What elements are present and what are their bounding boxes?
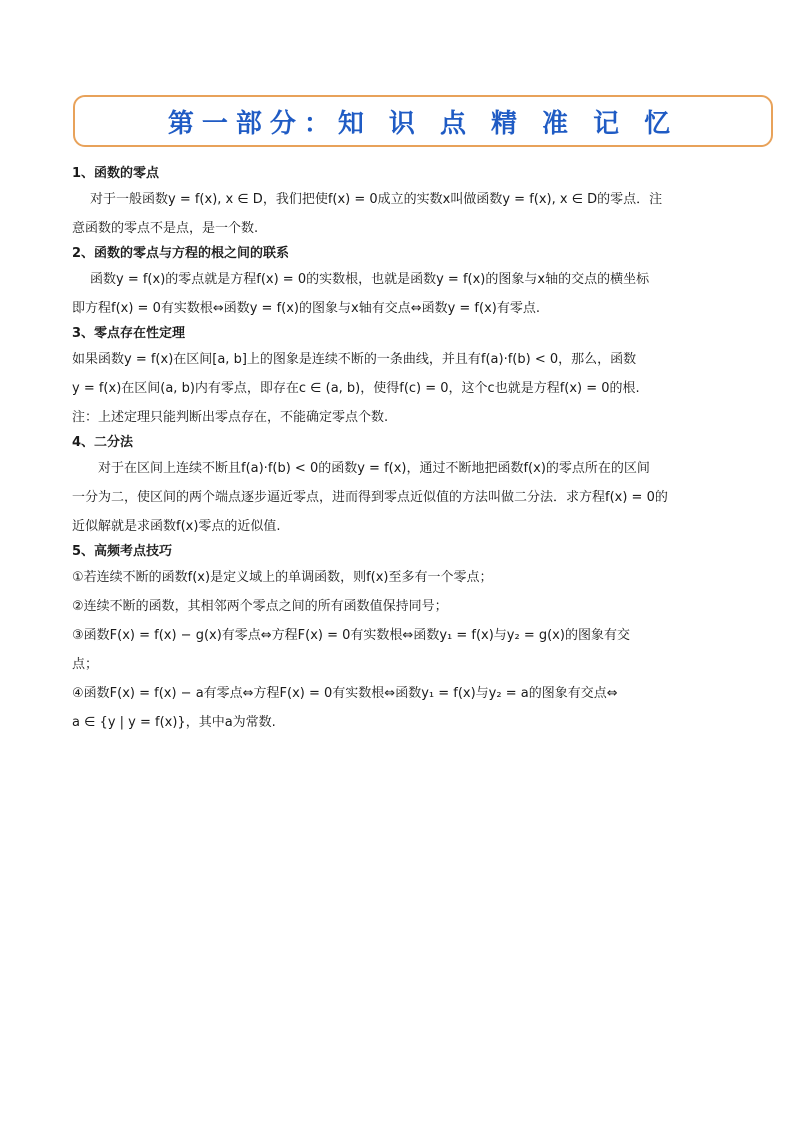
section-1-line-2: 意函数的零点不是点，是一个数.	[72, 221, 259, 236]
section-4-line-3: 近似解就是求函数f(x)零点的近似值.	[72, 519, 281, 534]
section-3-line-3: 注：上述定理只能判断出零点存在，不能确定零点个数.	[72, 410, 389, 425]
document-body	[72, 163, 724, 737]
page-title: 第一部分：知 识 点 精 准 记 忆	[167, 108, 679, 139]
title-banner	[73, 95, 773, 147]
section-2-line-1: 函数y = f(x)的零点就是方程f(x) = 0的实数根，也就是函数y = f(x)的图象与x轴的交点的横坐标	[90, 272, 650, 287]
section-5-line-4: 点；	[72, 657, 99, 672]
section-4-line-2: 一分为二，使区间的两个端点逐步逼近零点，进而得到零点近似值的方法叫做二分法．求方程f(x) = 0的	[72, 490, 668, 505]
section-5-line-3: ③函数F(x) = f(x) − g(x)有零点⇔方程F(x) = 0有实数根⇔函数y₁ = f(x)与y₂ = g(x)的图象有交	[72, 628, 630, 643]
section-5-line-6: a ∈ {y | y = f(x)}，其中a为常数.	[72, 715, 276, 730]
section-5-line-5: ④函数F(x) = f(x) − a有零点⇔方程F(x) = 0有实数根⇔函数y₁ = f(x)与y₂ = a的图象有交点⇔	[72, 686, 618, 701]
section-5-line-2: ②连续不断的函数，其相邻两个零点之间的所有函数值保持同号；	[72, 599, 448, 614]
section-3-line-2: y = f(x)在区间(a, b)内有零点，即存在c ∈ (a, b)，使得f(c) = 0，这个c也就是方程f(x) = 0的根.	[72, 381, 640, 396]
section-3-line-1: 如果函数y = f(x)在区间[a, b]上的图象是连续不断的一条曲线，并且有f(a)·f(b) < 0，那么，函数	[72, 352, 637, 367]
section-2-line-2: 即方程f(x) = 0有实数根⇔函数y = f(x)的图象与x轴有交点⇔函数y = f(x)有零点.	[72, 301, 540, 316]
section-heading-2: 2、函数的零点与方程的根之间的联系	[72, 246, 290, 261]
section-5-line-1: ①若连续不断的函数f(x)是定义域上的单调函数，则f(x)至多有一个零点；	[72, 570, 493, 585]
section-4-line-1: 对于在区间上连续不断且f(a)·f(b) < 0的函数y = f(x)，通过不断地把函数f(x)的零点所在的区间	[98, 461, 650, 476]
section-heading-5: 5、高频考点技巧	[72, 544, 173, 559]
section-heading-4: 4、二分法	[72, 435, 134, 450]
section-heading-1: 1、函数的零点	[72, 166, 160, 181]
section-heading-3: 3、零点存在性定理	[72, 326, 186, 341]
section-1-line-1: 对于一般函数y = f(x), x ∈ D，我们把使f(x) = 0成立的实数x叫做函数y = f(x), x ∈ D的零点．注	[90, 192, 663, 207]
